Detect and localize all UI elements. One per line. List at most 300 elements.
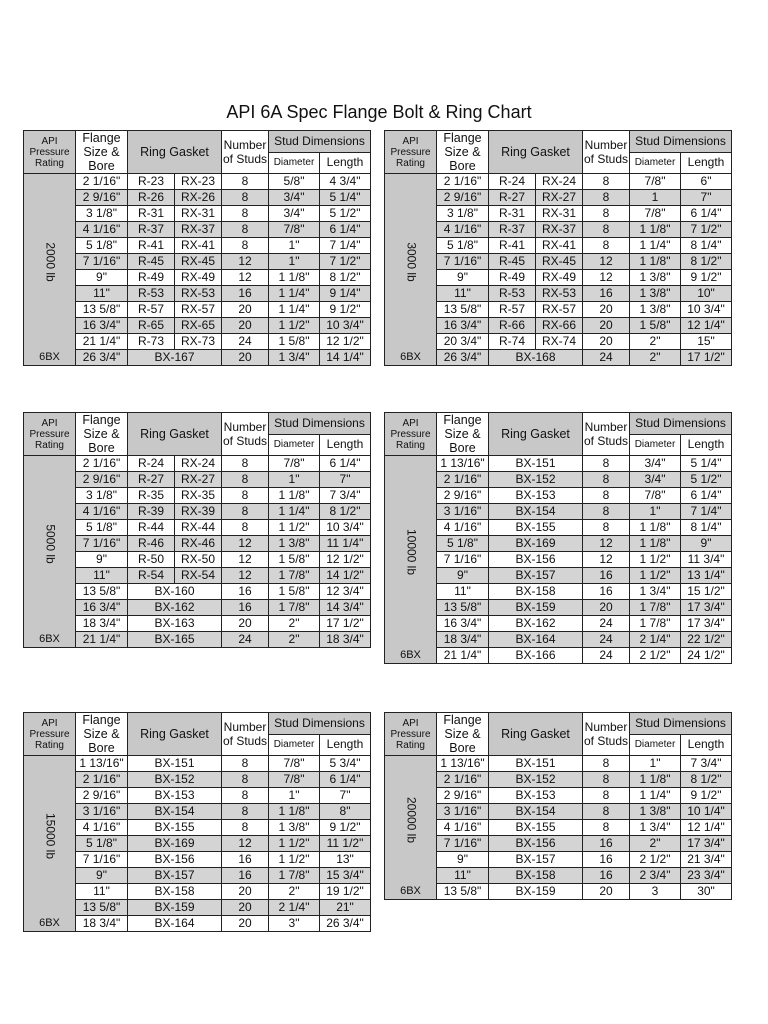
header-rating-line: Pressure: [29, 728, 70, 740]
r-gasket-cell: R-53: [128, 286, 175, 302]
stud-count-cell: 20: [222, 350, 269, 366]
header-studs-line: Number: [223, 720, 267, 734]
table-row: [385, 648, 732, 664]
header-length: Length: [320, 734, 371, 756]
stud-diameter-cell: 7/8": [269, 772, 320, 788]
header-row: [24, 413, 371, 435]
stud-diameter-cell: 2": [269, 884, 320, 900]
r-gasket-cell: R-35: [128, 488, 175, 504]
pressure-rating-label: 15000 lb: [43, 812, 57, 859]
header-flange-size-bore: [437, 413, 489, 456]
flange-size-cell: 7 1/16": [76, 852, 128, 868]
r-gasket-cell: R-24: [489, 174, 536, 190]
bx-series-label: 6BX: [385, 884, 437, 900]
stud-diameter-cell: 1": [269, 472, 320, 488]
stud-length-cell: 8 1/4": [681, 520, 732, 536]
header-flange-line: Bore: [449, 159, 476, 173]
table-row: [24, 472, 371, 488]
header-pressure-rating: [385, 131, 437, 174]
stud-count-cell: 16: [222, 852, 269, 868]
stud-length-cell: 7 3/4": [320, 488, 371, 504]
table-row: [24, 616, 371, 632]
flange-size-cell: 7 1/16": [437, 254, 489, 270]
bx-series-label: 6BX: [24, 632, 76, 648]
header-flange-line: Bore: [88, 441, 115, 455]
stud-length-cell: 7": [320, 472, 371, 488]
table-row: [24, 852, 371, 868]
table-row: [385, 350, 732, 366]
flange-size-cell: 11": [437, 286, 489, 302]
table-row: [385, 520, 732, 536]
bx-series-label: 6BX: [24, 350, 76, 366]
header-length: Length: [681, 434, 732, 456]
stud-diameter-cell: 3/4": [630, 472, 681, 488]
rx-gasket-cell: RX-49: [175, 270, 222, 286]
bx-gasket-cell: BX-151: [128, 756, 222, 772]
stud-length-cell: 12 1/4": [681, 820, 732, 836]
stud-length-cell: 7 3/4": [681, 756, 732, 772]
pressure-rating-label: 10000 lb: [404, 528, 418, 575]
stud-diameter-cell: 1: [630, 190, 681, 206]
pressure-rating-cell: [385, 174, 437, 350]
rx-gasket-cell: RX-65: [175, 318, 222, 334]
header-rating-line: Rating: [35, 157, 64, 169]
stud-count-cell: 16: [222, 600, 269, 616]
stud-length-cell: 7 1/4": [320, 238, 371, 254]
bx-gasket-cell: BX-152: [489, 472, 583, 488]
stud-diameter-cell: 7/8": [630, 206, 681, 222]
stud-diameter-cell: 2 1/2": [630, 648, 681, 664]
flange-size-cell: 2 9/16": [76, 190, 128, 206]
stud-length-cell: 7 1/2": [320, 254, 371, 270]
stud-length-cell: 23 3/4": [681, 868, 732, 884]
stud-length-cell: 10 3/4": [681, 302, 732, 318]
bx-gasket-cell: BX-158: [128, 884, 222, 900]
rx-gasket-cell: RX-53: [175, 286, 222, 302]
stud-diameter-cell: 1 7/8": [269, 868, 320, 884]
table-row: [24, 286, 371, 302]
header-length: Length: [320, 434, 371, 456]
header-pressure-rating: [24, 131, 76, 174]
stud-count-cell: 8: [583, 488, 630, 504]
stud-count-cell: 8: [222, 772, 269, 788]
header-number-of-studs: [222, 131, 269, 174]
flange-size-cell: 4 1/16": [437, 222, 489, 238]
table-row: [385, 536, 732, 552]
pressure-rating-cell: [24, 756, 76, 916]
header-studs-line: of Studs: [583, 434, 629, 448]
table-row: [24, 568, 371, 584]
stud-count-cell: 20: [583, 334, 630, 350]
r-gasket-cell: R-27: [128, 472, 175, 488]
table-row: [385, 584, 732, 600]
table-row: [24, 238, 371, 254]
bx-gasket-cell: BX-167: [128, 350, 222, 366]
stud-diameter-cell: 1 5/8": [269, 552, 320, 568]
stud-count-cell: 16: [583, 852, 630, 868]
table-row: [385, 334, 732, 350]
stud-diameter-cell: 7/8": [630, 488, 681, 504]
flange-size-cell: 2 9/16": [437, 488, 489, 504]
header-flange-size-bore: [76, 131, 128, 174]
stud-count-cell: 8: [222, 206, 269, 222]
stud-length-cell: 30": [681, 884, 732, 900]
stud-diameter-cell: 1 1/8": [269, 270, 320, 286]
pressure-rating-cell: [385, 456, 437, 648]
header-studs-line: Number: [584, 420, 628, 434]
header-studs-line: Number: [223, 138, 267, 152]
rx-gasket-cell: RX-66: [536, 318, 583, 334]
table-row: [385, 820, 732, 836]
stud-count-cell: 24: [583, 648, 630, 664]
header-flange-line: Flange: [82, 131, 121, 145]
bx-gasket-cell: BX-154: [489, 504, 583, 520]
flange-size-cell: 11": [76, 568, 128, 584]
bx-gasket-cell: BX-156: [489, 552, 583, 568]
bx-gasket-cell: BX-164: [489, 632, 583, 648]
header-rating-line: Rating: [396, 739, 425, 751]
bx-gasket-cell: BX-159: [128, 900, 222, 916]
flange-size-cell: 3 1/16": [437, 504, 489, 520]
stud-length-cell: 6 1/4": [320, 222, 371, 238]
table-row: [24, 836, 371, 852]
table-row: [24, 222, 371, 238]
stud-length-cell: 11 3/4": [681, 552, 732, 568]
stud-count-cell: 8: [222, 504, 269, 520]
stud-count-cell: 8: [222, 456, 269, 472]
rx-gasket-cell: RX-31: [175, 206, 222, 222]
stud-diameter-cell: 2 1/2": [630, 852, 681, 868]
stud-count-cell: 8: [222, 238, 269, 254]
flange-size-cell: 7 1/16": [437, 552, 489, 568]
bx-series-label: 6BX: [385, 350, 437, 366]
stud-length-cell: 8 1/4": [681, 238, 732, 254]
rx-gasket-cell: RX-45: [175, 254, 222, 270]
flange-size-cell: 13 5/8": [437, 600, 489, 616]
bx-gasket-cell: BX-152: [489, 772, 583, 788]
bx-gasket-cell: BX-155: [489, 520, 583, 536]
header-row: [24, 131, 371, 153]
stud-length-cell: 7 1/4": [681, 504, 732, 520]
stud-count-cell: 8: [222, 820, 269, 836]
r-gasket-cell: R-24: [128, 456, 175, 472]
table-row: [24, 270, 371, 286]
rx-gasket-cell: RX-45: [536, 254, 583, 270]
rx-gasket-cell: RX-53: [536, 286, 583, 302]
stud-count-cell: 24: [583, 632, 630, 648]
r-gasket-cell: R-45: [128, 254, 175, 270]
table-row: [24, 788, 371, 804]
table-row: [24, 318, 371, 334]
header-length: Length: [681, 152, 732, 174]
stud-diameter-cell: 1 3/4": [630, 584, 681, 600]
r-gasket-cell: R-41: [489, 238, 536, 254]
stud-diameter-cell: 1 1/2": [630, 552, 681, 568]
flange-size-cell: 2 1/16": [76, 174, 128, 190]
stud-diameter-cell: 1 1/4": [630, 788, 681, 804]
rx-gasket-cell: RX-49: [536, 270, 583, 286]
header-rating-line: Pressure: [29, 428, 70, 440]
stud-count-cell: 20: [222, 318, 269, 334]
table-row: [385, 318, 732, 334]
stud-diameter-cell: 1 7/8": [630, 616, 681, 632]
header-row: [385, 413, 732, 435]
bx-gasket-cell: BX-160: [128, 584, 222, 600]
pressure-rating-cell: [24, 456, 76, 632]
r-gasket-cell: R-57: [489, 302, 536, 318]
rx-gasket-cell: RX-73: [175, 334, 222, 350]
header-studs-line: Number: [584, 138, 628, 152]
stud-length-cell: 24 1/2": [681, 648, 732, 664]
stud-count-cell: 12: [222, 536, 269, 552]
flange-table-2000lb: [23, 130, 371, 366]
stud-count-cell: 8: [583, 772, 630, 788]
flange-size-cell: 20 3/4": [437, 334, 489, 350]
flange-size-cell: 5 1/8": [437, 536, 489, 552]
stud-count-cell: 8: [222, 488, 269, 504]
stud-count-cell: 8: [583, 788, 630, 804]
table-row: [24, 536, 371, 552]
stud-count-cell: 24: [583, 350, 630, 366]
document-title: API 6A Spec Flange Bolt & Ring Chart: [226, 102, 532, 122]
flange-size-cell: 2 1/16": [437, 174, 489, 190]
r-gasket-cell: R-57: [128, 302, 175, 318]
stud-length-cell: 6 1/4": [681, 206, 732, 222]
table-row: [385, 884, 732, 900]
stud-diameter-cell: 3/4": [269, 206, 320, 222]
flange-table-3000lb: [384, 130, 732, 366]
bx-gasket-cell: BX-153: [128, 788, 222, 804]
flange-size-cell: 13 5/8": [437, 884, 489, 900]
r-gasket-cell: R-37: [489, 222, 536, 238]
r-gasket-cell: R-23: [128, 174, 175, 190]
stud-length-cell: 13 1/4": [681, 568, 732, 584]
bx-gasket-cell: BX-153: [489, 788, 583, 804]
header-stud-dimensions: Stud Dimensions: [630, 713, 732, 735]
r-gasket-cell: R-65: [128, 318, 175, 334]
table-row: [385, 788, 732, 804]
rx-gasket-cell: RX-74: [536, 334, 583, 350]
stud-diameter-cell: 1 1/4": [269, 504, 320, 520]
header-stud-dimensions: Stud Dimensions: [269, 413, 371, 435]
flange-size-cell: 21 1/4": [76, 632, 128, 648]
stud-diameter-cell: 3": [269, 916, 320, 932]
flange-size-cell: 3 1/16": [437, 804, 489, 820]
flange-size-cell: 5 1/8": [76, 836, 128, 852]
bx-gasket-cell: BX-165: [128, 632, 222, 648]
header-flange-line: Flange: [82, 413, 121, 427]
rx-gasket-cell: RX-41: [536, 238, 583, 254]
rx-gasket-cell: RX-26: [175, 190, 222, 206]
r-gasket-cell: R-49: [489, 270, 536, 286]
stud-diameter-cell: 7/8": [630, 174, 681, 190]
header-rating-line: Rating: [396, 439, 425, 451]
pressure-rating-label: 3000 lb: [404, 242, 418, 282]
table-row: [24, 504, 371, 520]
stud-count-cell: 12: [222, 552, 269, 568]
header-rating-line: Pressure: [390, 428, 431, 440]
header-pressure-rating: [385, 713, 437, 756]
header-stud-dimensions: Stud Dimensions: [630, 413, 732, 435]
flange-size-cell: 7 1/16": [437, 836, 489, 852]
stud-diameter-cell: 1 1/8": [630, 520, 681, 536]
bx-gasket-cell: BX-163: [128, 616, 222, 632]
stud-length-cell: 12 1/2": [320, 334, 371, 350]
flange-size-cell: 2 9/16": [437, 788, 489, 804]
bx-gasket-cell: BX-169: [128, 836, 222, 852]
stud-diameter-cell: 2 1/4": [630, 632, 681, 648]
stud-count-cell: 8: [222, 190, 269, 206]
stud-diameter-cell: 1 1/8": [630, 772, 681, 788]
stud-diameter-cell: 1 1/2": [269, 318, 320, 334]
bx-gasket-cell: BX-156: [489, 836, 583, 852]
flange-size-cell: 3 1/8": [437, 206, 489, 222]
stud-count-cell: 8: [222, 174, 269, 190]
bx-gasket-cell: BX-157: [128, 868, 222, 884]
header-row: [385, 131, 732, 153]
rx-gasket-cell: RX-23: [175, 174, 222, 190]
header-pressure-rating: [385, 413, 437, 456]
stud-diameter-cell: 1": [269, 238, 320, 254]
table-row: [24, 756, 371, 772]
header-ring-gasket: Ring Gasket: [489, 131, 583, 174]
bx-gasket-cell: BX-168: [489, 350, 583, 366]
header-studs-line: of Studs: [583, 152, 629, 166]
stud-length-cell: 21": [320, 900, 371, 916]
rx-gasket-cell: RX-39: [175, 504, 222, 520]
r-gasket-cell: R-31: [489, 206, 536, 222]
stud-count-cell: 8: [583, 190, 630, 206]
stud-length-cell: 11 1/2": [320, 836, 371, 852]
flange-size-cell: 5 1/8": [76, 520, 128, 536]
stud-count-cell: 12: [222, 568, 269, 584]
stud-length-cell: 9 1/2": [681, 270, 732, 286]
header-studs-line: Number: [223, 420, 267, 434]
table-row: [385, 222, 732, 238]
bx-gasket-cell: BX-162: [489, 616, 583, 632]
stud-count-cell: 12: [222, 836, 269, 852]
header-flange-line: Size &: [83, 145, 120, 159]
stud-diameter-cell: 1 7/8": [269, 600, 320, 616]
header-rating-line: API: [41, 417, 58, 429]
header-studs-line: of Studs: [222, 434, 268, 448]
header-flange-line: Size &: [83, 427, 120, 441]
header-flange-size-bore: [437, 131, 489, 174]
flange-size-cell: 18 3/4": [76, 616, 128, 632]
stud-diameter-cell: 2": [630, 350, 681, 366]
stud-count-cell: 16: [583, 286, 630, 302]
header-pressure-rating: [24, 713, 76, 756]
flange-size-cell: 18 3/4": [76, 916, 128, 932]
stud-length-cell: 17 3/4": [681, 600, 732, 616]
stud-length-cell: 8": [320, 804, 371, 820]
stud-length-cell: 9 1/2": [320, 820, 371, 836]
bx-gasket-cell: BX-153: [489, 488, 583, 504]
table-row: [24, 488, 371, 504]
stud-diameter-cell: 1 1/2": [269, 520, 320, 536]
flange-size-cell: 3 1/16": [76, 804, 128, 820]
flange-size-cell: 7 1/16": [76, 536, 128, 552]
table-row: [24, 350, 371, 366]
stud-count-cell: 16: [583, 868, 630, 884]
rx-gasket-cell: RX-27: [536, 190, 583, 206]
stud-diameter-cell: 1 3/8": [630, 270, 681, 286]
stud-count-cell: 20: [222, 884, 269, 900]
flange-size-cell: 3 1/8": [76, 488, 128, 504]
flange-size-cell: 2 1/16": [76, 772, 128, 788]
rx-gasket-cell: RX-57: [175, 302, 222, 318]
header-ring-gasket: Ring Gasket: [128, 413, 222, 456]
stud-diameter-cell: 1 1/8": [269, 804, 320, 820]
stud-count-cell: 8: [583, 472, 630, 488]
stud-diameter-cell: 1 3/8": [630, 302, 681, 318]
table-row: [385, 836, 732, 852]
stud-count-cell: 16: [583, 568, 630, 584]
stud-length-cell: 10": [681, 286, 732, 302]
flange-size-cell: 1 13/16": [437, 756, 489, 772]
flange-size-cell: 4 1/16": [437, 520, 489, 536]
stud-count-cell: 16: [583, 584, 630, 600]
stud-count-cell: 8: [583, 222, 630, 238]
flange-size-cell: 13 5/8": [76, 900, 128, 916]
header-flange-size-bore: [76, 713, 128, 756]
header-rating-line: Rating: [35, 439, 64, 451]
stud-length-cell: 17 1/2": [681, 350, 732, 366]
rx-gasket-cell: RX-37: [175, 222, 222, 238]
table-row: [24, 868, 371, 884]
header-diameter: Diameter: [630, 734, 681, 756]
stud-length-cell: 4 3/4": [320, 174, 371, 190]
stud-diameter-cell: 1 1/8": [630, 254, 681, 270]
stud-diameter-cell: 2": [269, 632, 320, 648]
stud-length-cell: 8 1/2": [320, 504, 371, 520]
flange-size-cell: 2 9/16": [76, 472, 128, 488]
flange-size-cell: 9": [437, 852, 489, 868]
header-number-of-studs: [583, 131, 630, 174]
header-number-of-studs: [583, 713, 630, 756]
header-flange-line: Flange: [443, 713, 482, 727]
stud-diameter-cell: 7/8": [269, 222, 320, 238]
table-row: [24, 804, 371, 820]
stud-count-cell: 20: [222, 900, 269, 916]
table-row: [385, 286, 732, 302]
flange-size-cell: 5 1/8": [437, 238, 489, 254]
flange-size-cell: 9": [76, 552, 128, 568]
stud-length-cell: 12 3/4": [320, 584, 371, 600]
header-stud-dimensions: Stud Dimensions: [269, 713, 371, 735]
flange-size-cell: 16 3/4": [76, 600, 128, 616]
stud-diameter-cell: 1 3/8": [269, 536, 320, 552]
bx-gasket-cell: BX-158: [489, 584, 583, 600]
table-row: [385, 238, 732, 254]
r-gasket-cell: R-26: [128, 190, 175, 206]
stud-diameter-cell: 1 3/4": [630, 820, 681, 836]
r-gasket-cell: R-66: [489, 318, 536, 334]
r-gasket-cell: R-44: [128, 520, 175, 536]
stud-count-cell: 12: [583, 254, 630, 270]
header-flange-line: Bore: [449, 441, 476, 455]
header-rating-line: Pressure: [390, 728, 431, 740]
stud-diameter-cell: 3: [630, 884, 681, 900]
table-row: [385, 568, 732, 584]
table-row: [385, 174, 732, 190]
stud-diameter-cell: 1 3/8": [630, 804, 681, 820]
stud-diameter-cell: 1 1/2": [630, 568, 681, 584]
table-row: [385, 190, 732, 206]
bx-gasket-cell: BX-159: [489, 884, 583, 900]
table-row: [24, 190, 371, 206]
stud-count-cell: 8: [222, 788, 269, 804]
